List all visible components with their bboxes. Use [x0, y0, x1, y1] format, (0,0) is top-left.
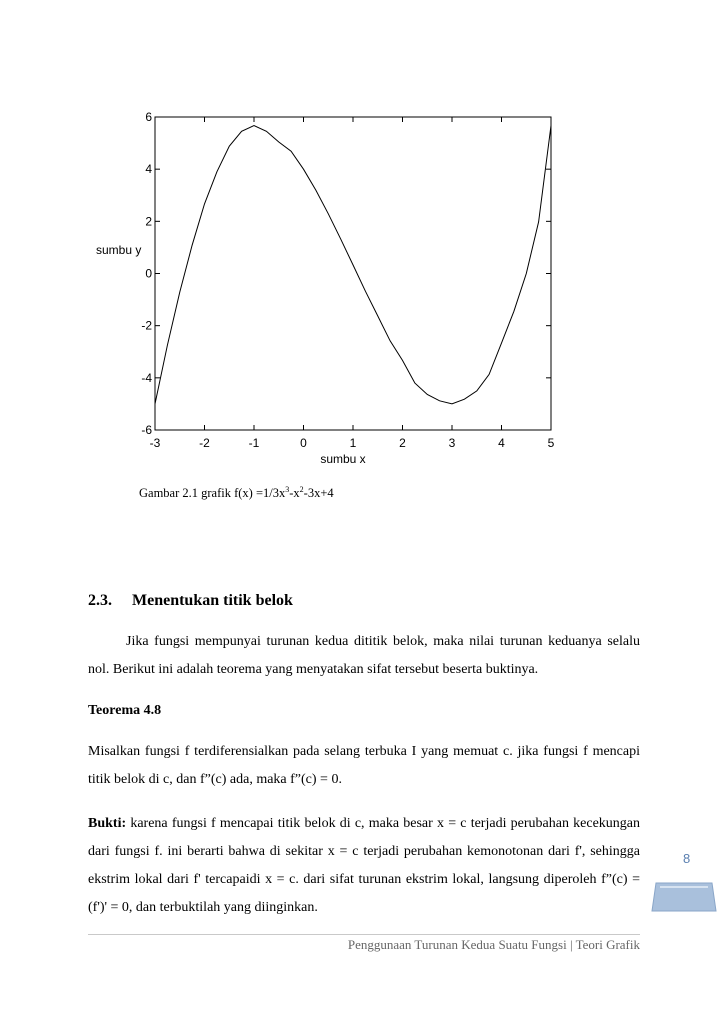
y-tick-label: 0: [145, 266, 152, 281]
figure-caption: Gambar 2.1 grafik $f(x) =1/3x^3-x^2-3x+4$: [139, 485, 334, 500]
y-axis-label: sumbu y: [96, 243, 142, 257]
footer-text: Penggunaan Turunan Kedua Suatu Fungsi | Teori Grafik: [347, 937, 640, 952]
y-tick-label: 4: [145, 162, 152, 177]
proof-label: Bukti:: [88, 816, 127, 831]
y-tick-label: -4: [141, 370, 152, 385]
theorem-statement: Misalkan fungsi f terdiferensialkan pada selang terbuka I yang memuat c. jika fungsi f mencapi titik belok di c, dan f”(c) ada, maka f”(c) = 0.: [88, 744, 640, 787]
section-title: Menentukan titik belok: [132, 592, 293, 609]
function-curve: [155, 126, 551, 404]
x-tick-label: 4: [498, 436, 505, 450]
axis-ticks: [155, 117, 551, 430]
x-tick-label: 3: [448, 436, 456, 450]
theorem-title: Teorema 4.8: [88, 703, 162, 718]
page-number: 8: [683, 851, 691, 866]
x-tick-label: -3: [149, 436, 161, 450]
page-tab-decoration: [650, 881, 718, 913]
y-tick-labels: [141, 110, 152, 437]
y-tick-label: -6: [141, 423, 152, 437]
x-axis-label: sumbu x: [320, 452, 366, 466]
x-tick-label: 5: [547, 436, 555, 450]
x-tick-label: 0: [300, 436, 307, 450]
proof-paragraph: [88, 810, 640, 922]
axes-frame: [155, 117, 551, 430]
section-heading: [88, 592, 293, 610]
section-number: 2.3.: [88, 592, 112, 609]
function-graph: [0, 0, 728, 480]
x-tick-labels: [150, 436, 555, 450]
x-tick-label: -1: [248, 436, 260, 450]
footer-divider: [88, 934, 640, 935]
x-tick-label: 2: [399, 436, 406, 450]
x-tick-label: -2: [199, 436, 210, 450]
proof-text: karena fungsi f mencapai titik belok di c, maka besar x = c terjadi perubahan kecekungan dari fungsi f. ini berarti bahwa di sekitar x = c terjadi perubahan kemonotonan dari f', sehingga ekstrim lokal dari f' tercapaidi x = c. dari sifat turunan ekstrim lokal, langsung diperoleh f”(c) = (f')' = 0, dan terbuktilah yang diinginkan.: [88, 816, 641, 915]
intro-paragraph: Jika fungsi mempunyai turunan kedua dititik belok, maka nilai turunan keduanya selalu nol. Berikut ini adalah teorema yang menyatakan sifat tersebut beserta buktinya.: [88, 634, 640, 677]
y-tick-label: 6: [145, 110, 152, 124]
x-tick-label: 1: [349, 436, 357, 450]
y-tick-label: -2: [141, 318, 152, 333]
y-tick-label: 2: [145, 214, 152, 229]
